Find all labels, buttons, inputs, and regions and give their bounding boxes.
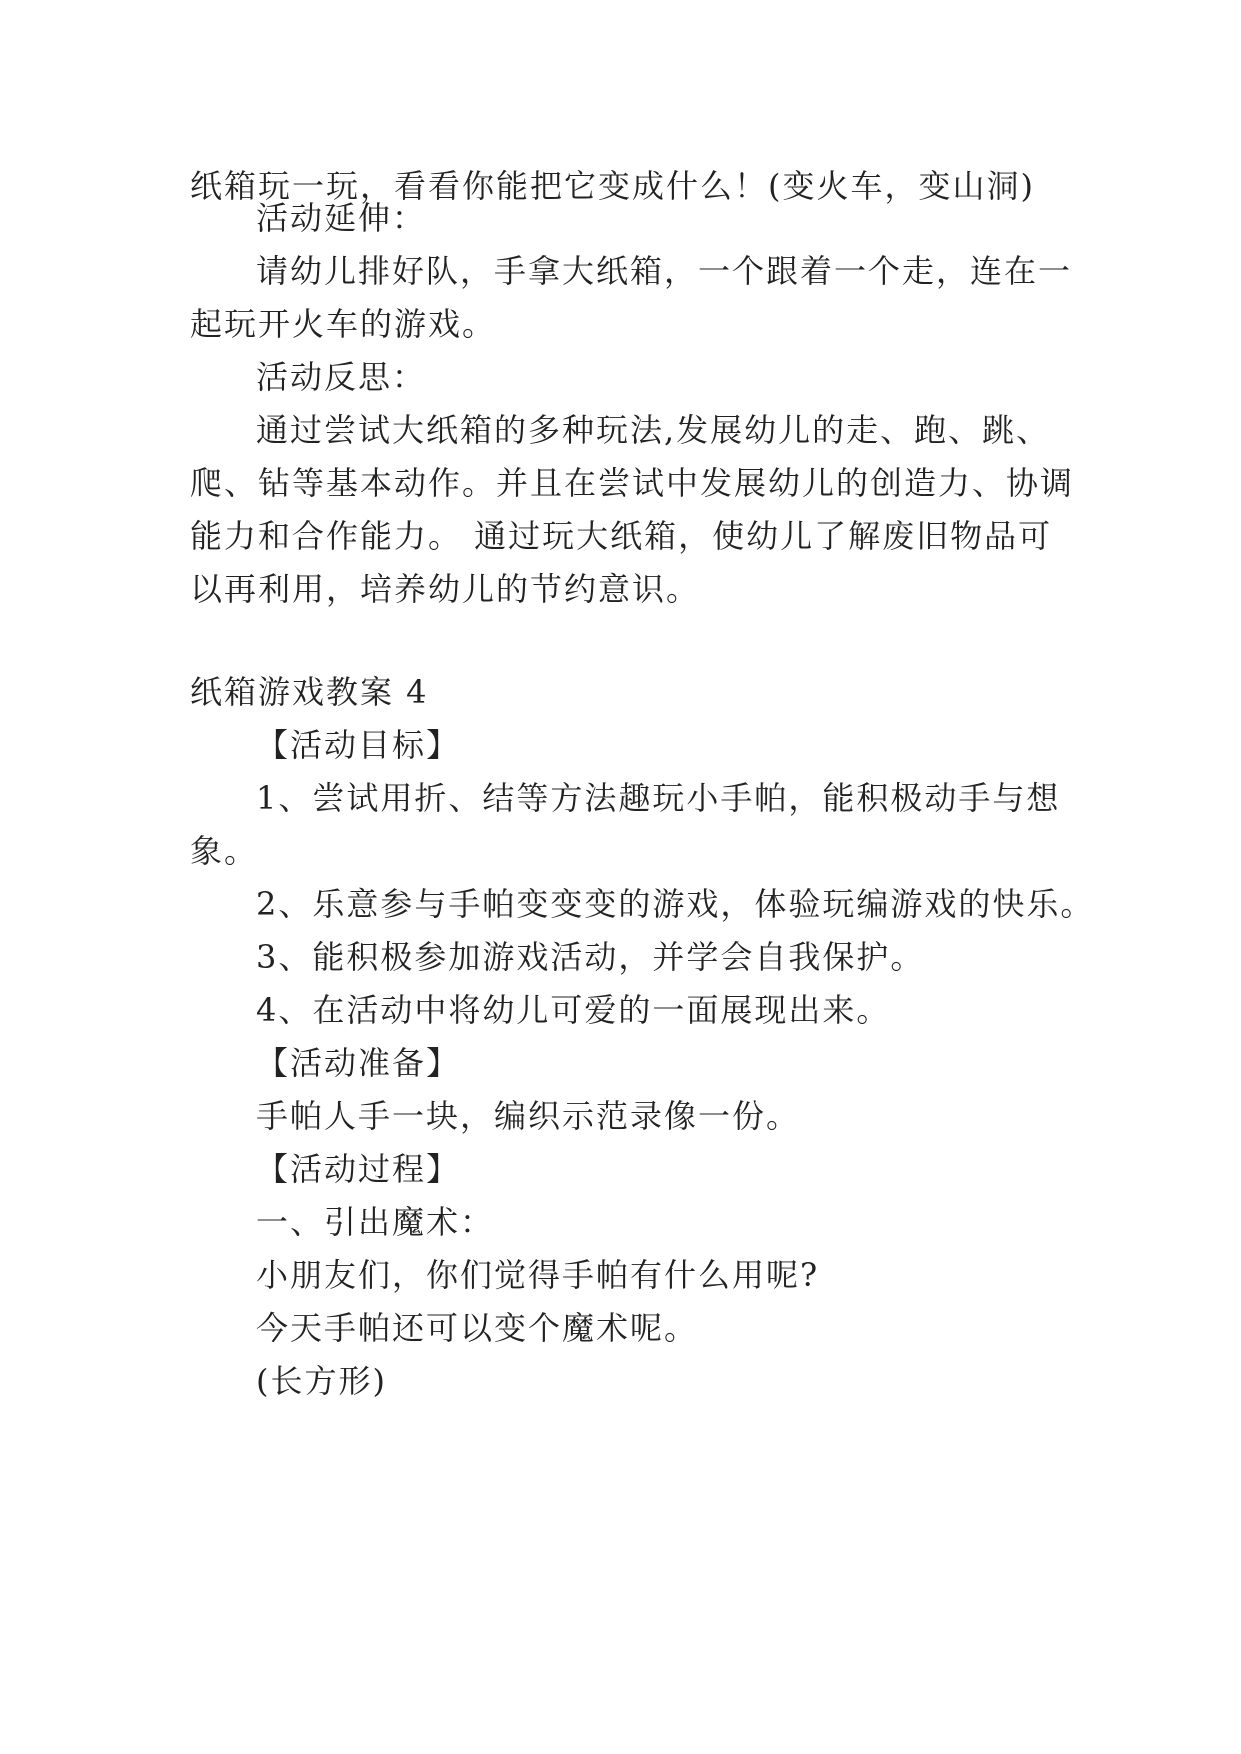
goal-item: 1、尝试用折、结等方法趣玩小手帕，能积极动手与想 xyxy=(256,779,1061,817)
process-text: 今天手帕还可以变个魔术呢。 xyxy=(256,1309,699,1347)
goal-item: 3、能积极参加游戏活动，并学会自我保护。 xyxy=(256,938,925,976)
process-text: 小朋友们，你们觉得手帕有什么用呢? xyxy=(256,1256,820,1294)
paragraph-line: 通过尝试大纸箱的多种玩法,发展幼儿的走、跑、跳、 xyxy=(256,411,1051,449)
preparation-text: 手帕人手一块，编织示范录像一份。 xyxy=(256,1097,801,1135)
goal-item: 2、乐意参与手帕变变变的游戏，体验玩编游戏的快乐。 xyxy=(256,885,1095,923)
section-heading-preparation: 【活动准备】 xyxy=(256,1044,461,1082)
section-heading-goals: 【活动目标】 xyxy=(256,726,461,764)
process-text: (长方形) xyxy=(256,1362,387,1400)
paragraph-line: 纸箱玩一玩，看看你能把它变成什么！(变火车，变山洞) xyxy=(190,167,1035,205)
goal-item-continuation: 象。 xyxy=(190,832,259,870)
paragraph-line: 能力和合作能力。 通过玩大纸箱，使幼儿了解废旧物品可 xyxy=(190,517,1053,555)
paragraph-line: 起玩开火车的游戏。 xyxy=(190,305,497,343)
lesson-title: 纸箱游戏教案 4 xyxy=(190,673,429,711)
paragraph-line: 请幼儿排好队，手拿大纸箱，一个跟着一个走，连在一 xyxy=(256,252,1073,290)
section-label: 活动延伸： xyxy=(256,199,427,237)
section-heading-process: 【活动过程】 xyxy=(256,1150,461,1188)
paragraph-line: 爬、钻等基本动作。并且在尝试中发展幼儿的创造力、协调 xyxy=(190,464,1075,502)
section-label: 活动反思： xyxy=(256,358,427,396)
goal-item: 4、在活动中将幼儿可爱的一面展现出来。 xyxy=(256,991,891,1029)
paragraph-line: 以再利用，培养幼儿的节约意识。 xyxy=(190,570,701,608)
process-step-heading: 一、引出魔术： xyxy=(256,1203,495,1241)
